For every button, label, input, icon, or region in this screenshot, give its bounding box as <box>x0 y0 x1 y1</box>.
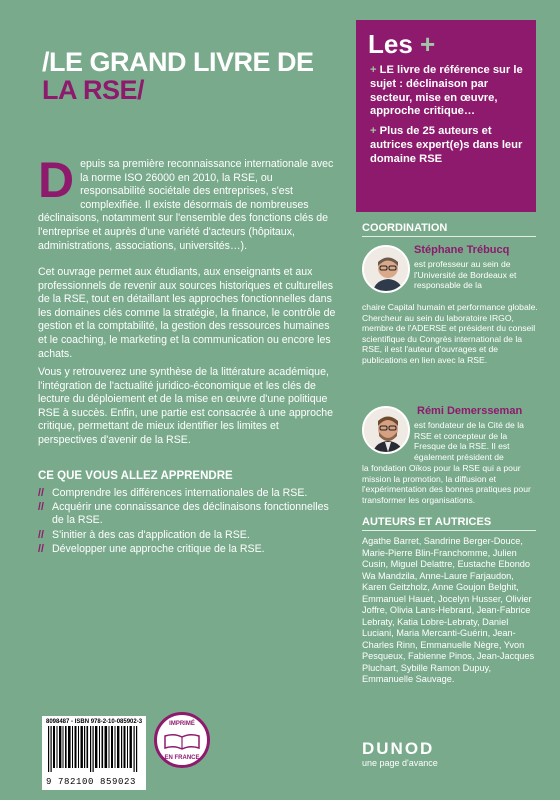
highlight-text: LE livre de référence sur le sujet : déclinaison par secteur, mise en œuvre, approche critique… <box>370 64 523 118</box>
plus-sign: + <box>420 29 436 59</box>
book-title <box>42 48 332 104</box>
plus-sign: + <box>370 64 377 76</box>
learn-item-text: Acquérir une connaissance des déclinaisons fonctionnelles de la RSE. <box>52 501 329 527</box>
divider <box>362 236 536 237</box>
coordinator-name: Rémi Demersseman <box>417 405 523 417</box>
intro-text-1: epuis sa première reconnaissance internationale avec la norme ISO 26000 en 2010, la RSE, ou responsabilité sociétale des entreprises, s'est complexifiée. Il existe désormais de nombreuses déclinaisons, notamment sur l'ensemble des fonctions clés de l'entreprise et auprès d'une variété d'acteurs (hôpitaux, administrations, associations, universités…). <box>38 158 334 252</box>
divider <box>362 530 536 531</box>
learn-item-text: Comprendre les différences internationales de la RSE. <box>52 487 308 499</box>
highlights-heading-text: Les <box>368 29 413 59</box>
learn-item <box>38 529 338 542</box>
learn-marker: // <box>38 487 44 499</box>
seal-bottom-text: EN FRANCE <box>164 755 200 761</box>
title-line-2: LA RSE/ <box>42 75 145 105</box>
learn-marker: // <box>38 542 44 555</box>
learn-heading: CE QUE VOUS ALLEZ APPRENDRE <box>38 470 233 482</box>
portrait-photo <box>362 406 410 454</box>
coordination-heading: COORDINATION <box>362 222 448 234</box>
learn-marker: // <box>38 528 44 541</box>
coordinator-bio-continued: la fondation Oïkos pour la RSE qui a pour mission la promotion, la diffusion et l'expérimentation des bonnes pratiques pour transformer les organisations. <box>362 463 531 505</box>
portrait-photo <box>362 245 410 293</box>
highlights-panel <box>356 20 536 212</box>
intro-paragraph-2: Cet ouvrage permet aux étudiants, aux enseignants et aux professionnels de revenir aux sources historiques et culturelles de la RSE, tout en détaillant les approches fonctionnelles dans les domaines clés comme la stratégie, la finance, le contrôle de gestion et la comptabilité, la gestion des ressources humaines et le coaching, le marketing et la communication ou encore les achats. <box>38 266 336 360</box>
learn-item-text: S'initier à des cas d'application de la RSE. <box>52 528 250 541</box>
publisher-name: DUNOD <box>362 739 435 758</box>
publisher-tagline: une page d'avance <box>362 758 438 768</box>
highlight-item <box>368 125 524 166</box>
drop-cap: D <box>38 152 75 208</box>
barcode-digits: 9 782100 859023 <box>46 777 137 787</box>
coordinator-bio-continued: chaire Capital humain et performance globale. Chercheur au sein du laboratoire IRGO, membre de l'ADERSE et président du conseil scientifique du Congrès international de la RSE, il est l'auteur d'ouvrages et de publications en lien avec la RSE. <box>362 302 538 365</box>
barcode <box>42 716 146 790</box>
title-line-1: /LE GRAND LIVRE DE <box>42 47 314 77</box>
highlights-heading <box>368 30 524 58</box>
intro-paragraph-1 <box>38 152 340 253</box>
learn-item <box>38 501 338 527</box>
learn-marker: // <box>38 501 44 514</box>
book-icon <box>157 730 207 752</box>
learn-item <box>38 543 338 556</box>
authors-list: Agathe Barret, Sandrine Berger-Douce, Marie-Pierre Blin-Franchomme, Julien Cusin, Miguel Delattre, Eustache Ebondo Wa Mandzila, Anne-Laure Farjaudon, Karen Geitzholz, Anne Goujon Belghit, Emmanuel Hauet, Jocelyn Husser, Olivier Joffre, Olivia Lans-Hebrard, Jean-Fabrice Lebraty, Katia Lobre-Lebraty, Daniel Luciani, Maria Mercanti-Guérin, Jean-Charles Rinn, Emmanuelle Nègre, Yvon Pesqueux, Fabienne Pinos, Jean-Jacques Pluchart, Sybille Ramon Dupuy, Emmanuelle Sauvage. <box>362 536 535 684</box>
learn-item-text: Développer une approche critique de la RSE. <box>52 542 265 555</box>
authors-heading: AUTEURS ET AUTRICES <box>362 516 492 528</box>
highlight-text: Plus de 25 auteurs et autrices expert(e)s dans leur domaine RSE <box>370 125 523 165</box>
learn-item <box>38 487 338 500</box>
intro-paragraph-3: Vous y retrouverez une synthèse de la littérature académique, l'intégration de l'actualité juridico-économique et les clés de lecture du déploiement et de la mise en œuvre d'une politique RSE à succès. Enfin, une partie est consacrée à une approche critique, permettant de mieux identifier les limites et perspectives d'avenir de la RSE. <box>38 366 334 446</box>
publisher-logo <box>362 740 438 768</box>
printed-in-france-seal <box>154 712 210 768</box>
isbn-text: 8098487 - ISBN 978-2-10-085902-3 <box>46 719 143 725</box>
coordinator-bio: est professeur au sein de l'Université de Bordeaux et responsable de la <box>414 259 517 291</box>
plus-sign: + <box>370 125 377 138</box>
coordinator-name: Stéphane Trébucq <box>414 244 510 256</box>
barcode-bars <box>46 726 142 772</box>
highlight-item <box>368 64 524 119</box>
seal-top-text: IMPRIMÉ <box>169 721 195 727</box>
learn-list <box>38 487 338 557</box>
coordinator-bio: est fondateur de la Cité de la RSE et concepteur de la Fresque de la RSE. Il est également président de <box>414 420 524 462</box>
